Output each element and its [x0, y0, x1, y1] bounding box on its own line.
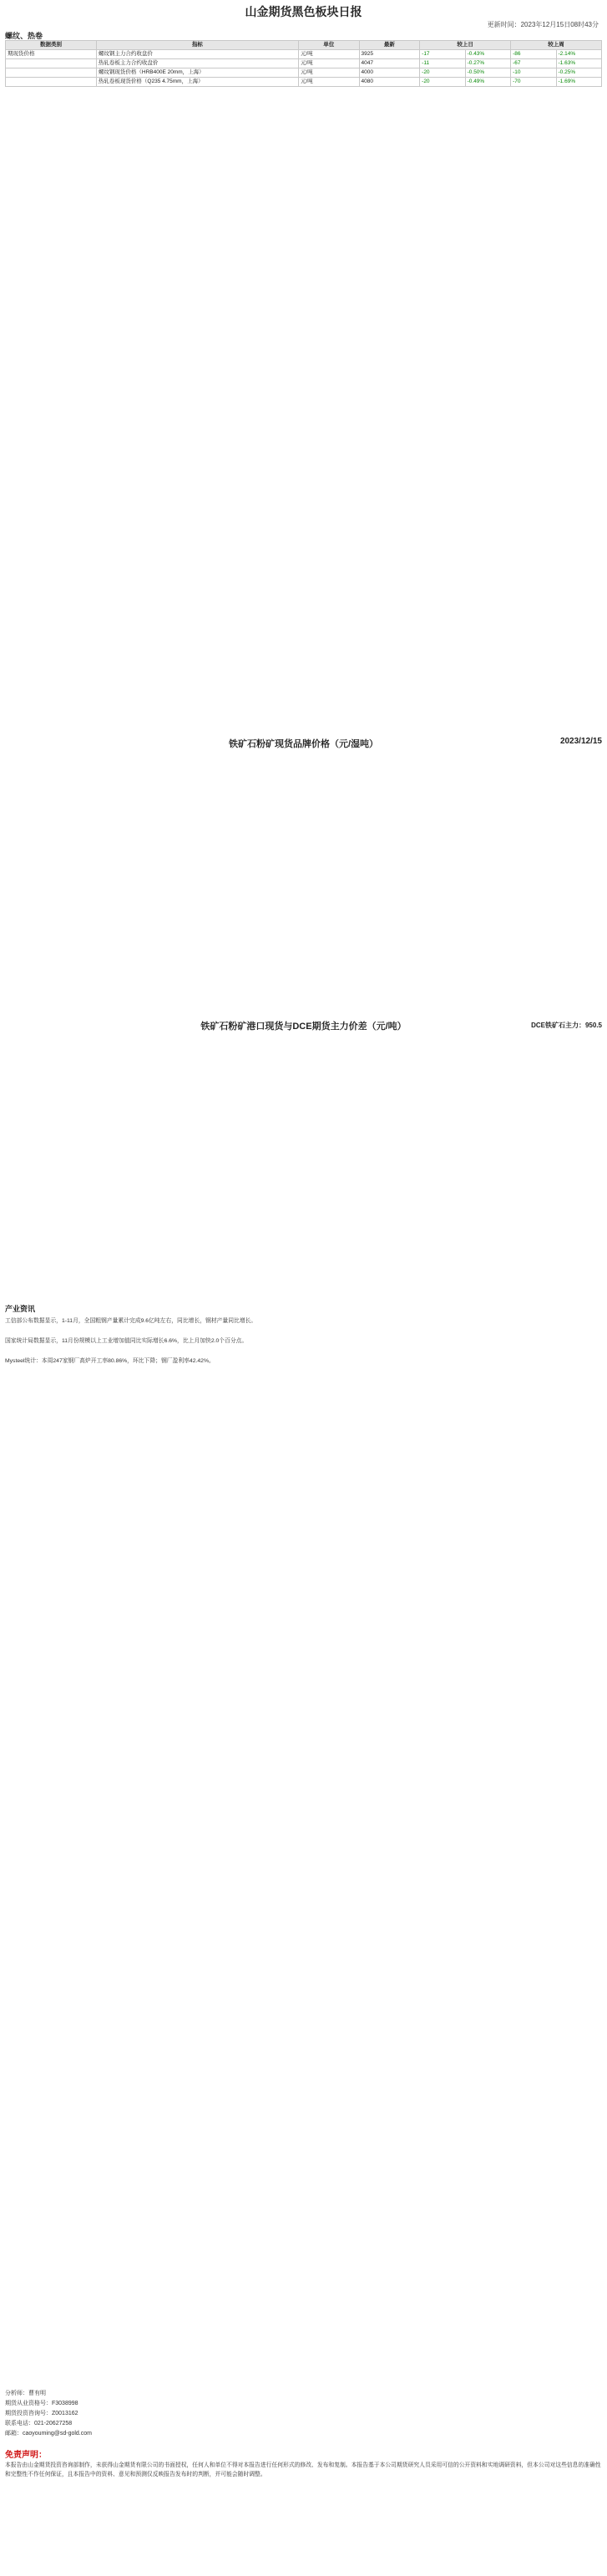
table-row: [6, 59, 602, 68]
table-cell: -0.43%: [465, 50, 510, 59]
table-cell: -17: [420, 50, 465, 59]
table-row: [6, 78, 602, 87]
rebar-table: [5, 40, 602, 87]
table-cell: [6, 78, 97, 87]
table-cell: [6, 68, 97, 78]
ore-basis-grid-header: [5, 1017, 602, 1034]
table-cell: -1.69%: [556, 78, 601, 87]
page-title: 山金期货黑色板块日报: [245, 5, 362, 18]
table-cell: 3925: [359, 50, 420, 59]
rebar-section-heading: 螺纹、热卷: [5, 32, 43, 40]
table-cell: [6, 59, 97, 68]
ore-price-grid-header: [5, 735, 602, 752]
industry-heading: 产业资讯: [5, 1305, 36, 1313]
email: 邮箱：caoyouming@sd-gold.com: [5, 2431, 92, 2437]
ore-price-grid-title: 铁矿石粉矿现货品牌价格（元/湿吨）: [228, 739, 379, 749]
table-cell: 元/吨: [298, 50, 359, 59]
col-header: 数据类别: [6, 41, 97, 50]
table-row: [6, 68, 602, 78]
table-cell: -2.14%: [556, 50, 601, 59]
news-item: Mysteel统计：本周247家钢厂高炉开工率80.86%，环比下降；钢厂盈利率42.42%。: [5, 1358, 215, 1364]
col-header: 指标: [96, 41, 298, 50]
table-cell: -1.63%: [556, 59, 601, 68]
table-cell: 螺纹钢主力合约收盘价: [96, 50, 298, 59]
news-item: 国家统计局数据显示，11月份规模以上工业增加值同比实际增长6.6%，比上月加快2.0个百分点。: [5, 1338, 248, 1344]
table-cell: -0.27%: [465, 59, 510, 68]
table-cell: -0.49%: [465, 78, 510, 87]
table-cell: 元/吨: [298, 78, 359, 87]
analyst: 分析师：曹有明: [5, 2391, 46, 2396]
table-row: [6, 50, 602, 59]
rebar-header-row: [6, 41, 602, 50]
table-cell: 热轧卷板主力合约收盘价: [96, 59, 298, 68]
table-cell: 4080: [359, 78, 420, 87]
phone: 联系电话：021-20627258: [5, 2421, 73, 2426]
table-cell: -67: [511, 59, 556, 68]
table-cell: -70: [511, 78, 556, 87]
ore-price-grid-date: 2023/12/15: [559, 737, 602, 746]
license: 期货从业资格号：F3038998: [5, 2401, 78, 2406]
table-cell: 元/吨: [298, 59, 359, 68]
table-cell: 螺纹钢现货价格（HRB400E 20mm，上海）: [96, 68, 298, 78]
news-item: 工信部公布数据显示，1-11月，全国粗钢产量累计完成9.6亿吨左右，同比增长，钢材产量同比增长。: [5, 1318, 257, 1324]
table-cell: -0.25%: [556, 68, 601, 78]
table-cell: 4047: [359, 59, 420, 68]
table-cell: -10: [511, 68, 556, 78]
table-cell: 4000: [359, 68, 420, 78]
col-header: 较上日: [420, 41, 511, 50]
table-cell: 元/吨: [298, 68, 359, 78]
table-cell: -86: [511, 50, 556, 59]
invest-license: 期货投资咨询号：Z0013162: [5, 2411, 78, 2416]
ore-basis-grid-title: 铁矿石粉矿港口现货与DCE期货主力价差（元/吨）: [200, 1022, 407, 1032]
table-cell: -11: [420, 59, 465, 68]
col-header: 单位: [298, 41, 359, 50]
disclaimer-title: 免责声明：: [5, 2451, 47, 2460]
col-header: 最新: [359, 41, 420, 50]
table-cell: -20: [420, 78, 465, 87]
table-cell: 期现货价格: [6, 50, 97, 59]
disclaimer-text: 本报告由山金期货投资咨询部制作，未获得山金期货有限公司的书面授权，任何人和单位不得对本报告进行任何形式的修改、发布和复制。本报告基于本公司期货研究人员采用可信的公开资料和实地调研资料，但本公司对这些信息的准确性和完整性不作任何保证，且本报告中的资料、意见和预测仅反映报告发布时的判断，并可能会随时调整。: [5, 2462, 601, 2477]
update-time: 更新时间：2023年12月15日08时43分: [487, 21, 599, 28]
dce-note: DCE铁矿石主力：950.5: [531, 1022, 602, 1029]
table-cell: -0.50%: [465, 68, 510, 78]
col-header: 较上周: [511, 41, 602, 50]
table-cell: 热轧卷板现货价格（Q235 4.75mm，上海）: [96, 78, 298, 87]
table-cell: -20: [420, 68, 465, 78]
